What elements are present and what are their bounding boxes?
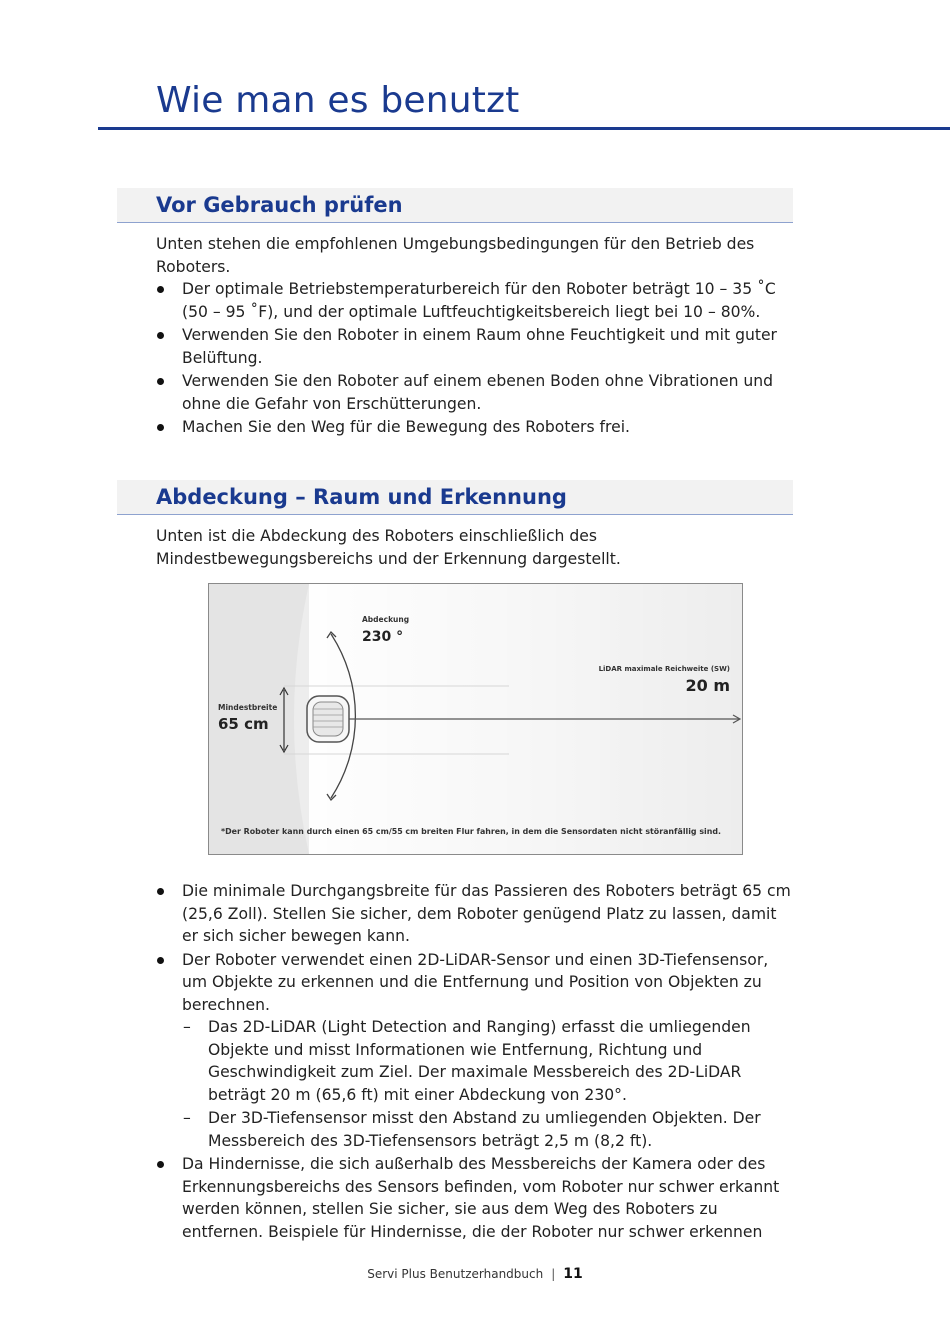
coverage-label: Abdeckung — [362, 615, 410, 624]
coverage-diagram-graphic — [209, 584, 742, 854]
manual-name: Servi Plus Benutzerhandbuch — [367, 1267, 544, 1281]
bullet-list-conditions — [156, 278, 796, 439]
section-heading-coverage: Abdeckung – Raum und Erkennung — [156, 485, 567, 509]
bullet-item: Verwenden Sie den Roboter in einem Raum ohne Feuchtigkeit und mit guter Belüftung. — [156, 324, 796, 369]
section-header-coverage — [117, 480, 793, 515]
coverage-body — [156, 880, 796, 1244]
lidar-value: 20 m — [685, 676, 730, 695]
page-footer — [0, 1266, 950, 1282]
page-title: Wie man es benutzt — [156, 80, 520, 121]
footer-separator: | — [551, 1267, 556, 1281]
section-heading-check: Vor Gebrauch prüfen — [156, 193, 403, 217]
robot-icon — [307, 696, 349, 742]
bullet-text: Der Roboter verwendet einen 2D-LiDAR-Sensor und einen 3D-Tiefensensor, um Objekte zu erkennen und die Entfernung und Position von Objekten zu berechnen. — [182, 950, 769, 1014]
page-number: 11 — [563, 1266, 583, 1282]
bullet-item: Die minimale Durchgangsbreite für das Passieren des Roboters beträgt 65 cm (25,6 Zoll). Stellen Sie sicher, dem Roboter genügend Platz zu lassen, damit er sich sicher bewegen kann. — [156, 880, 796, 948]
section-body-check — [156, 233, 796, 440]
min-width-value: 65 cm — [218, 715, 269, 733]
bullet-list-coverage — [156, 880, 796, 1243]
coverage-value: 230 ° — [362, 629, 404, 645]
lidar-label: LiDAR maximale Reichweite (SW) — [598, 665, 730, 673]
section-header-check — [117, 188, 793, 223]
bullet-item — [156, 949, 796, 1153]
bullet-item: Verwenden Sie den Roboter auf einem ebenen Boden ohne Vibrationen und ohne die Gefahr von Erschütterungen. — [156, 370, 796, 415]
sub-bullet-list — [182, 1016, 796, 1152]
bullet-item: Da Hindernisse, die sich außerhalb des Messbereichs der Kamera oder des Erkennungsbereichs des Sensors befinden, vom Roboter nur schwer erkannt werden können, stellen Sie sicher, sie aus dem Weg des Roboters zu entfernen. Beispiele für Hindernisse, die der Roboter nur schwer erkennen — [156, 1153, 796, 1243]
diagram-note: *Der Roboter kann durch einen 65 cm/55 cm breiten Flur fahren, in dem die Sensordaten nicht störanfällig sind. — [221, 827, 721, 836]
intro-paragraph: Unten ist die Abdeckung des Roboters einschließlich des Mindestbewegungsbereichs und der Erkennung dargestellt. — [156, 527, 621, 568]
coverage-diagram — [208, 583, 743, 855]
coverage-intro — [156, 525, 796, 570]
bullet-item: Machen Sie den Weg für die Bewegung des Roboters frei. — [156, 416, 796, 439]
min-width-label: Mindestbreite — [218, 703, 278, 712]
bullet-item: Der optimale Betriebstemperaturbereich für den Roboter beträgt 10 – 35 ˚C (50 – 95 ˚F), und der optimale Luftfeuchtigkeitsbereich liegt bei 10 – 80%. — [156, 278, 796, 323]
sub-bullet-item: – Das 2D-LiDAR (Light Detection and Ranging) erfasst die umliegenden Objekte und misst Informationen wie Entfernung, Richtung und Geschwindigkeit zum Ziel. Der maximale Messbereich des 2D-LiDAR beträgt 20 m (65,6 ft) mit einer Abdeckung von 230°. — [182, 1016, 796, 1106]
title-rule — [98, 127, 950, 130]
intro-paragraph: Unten stehen die empfohlenen Umgebungsbedingungen für den Betrieb des Roboters. — [156, 235, 755, 276]
sub-bullet-item: – Der 3D-Tiefensensor misst den Abstand zu umliegenden Objekten. Der Messbereich des 3D-Tiefensensors beträgt 2,5 m (8,2 ft). — [182, 1107, 796, 1152]
